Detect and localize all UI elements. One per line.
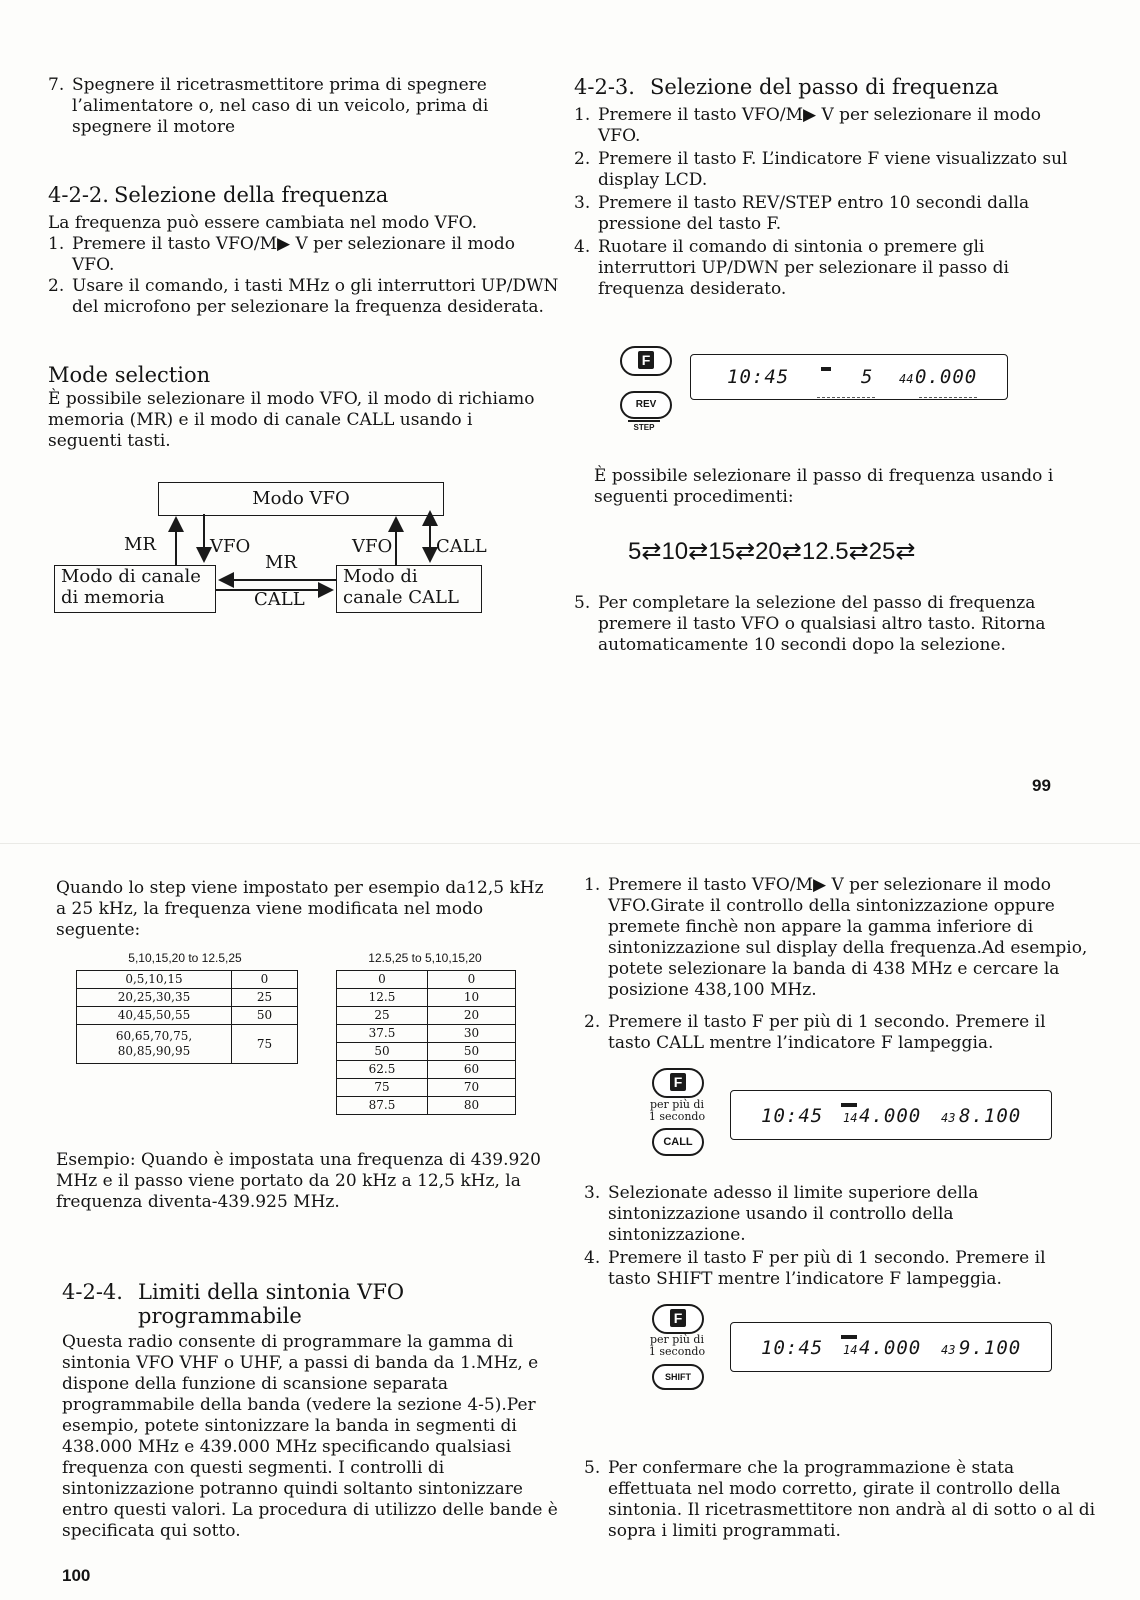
item-number: 7. — [48, 75, 65, 95]
table-cell: 0,5,10,15 — [77, 971, 232, 989]
call-key-button[interactable] — [652, 1128, 704, 1156]
table-cell: 75 — [337, 1079, 428, 1097]
hold-duration-label: per più di 1 secondo — [648, 1098, 706, 1123]
lcd-right-small: 43 — [941, 1111, 956, 1125]
section-title: Selezione del passo di frequenza — [650, 75, 999, 99]
item-number: 2. — [584, 1012, 601, 1032]
paragraph: Quando lo step viene impostato per esempio da12,5 kHz a 25 kHz, la frequenza viene modificata nel modo seguente: — [56, 878, 544, 940]
table-cell: 60 — [428, 1061, 516, 1079]
table-row — [337, 1025, 516, 1043]
list-item — [584, 875, 1088, 1001]
table-row — [77, 1025, 298, 1064]
table-row — [77, 989, 298, 1007]
list-item — [574, 237, 1058, 300]
list-item — [574, 149, 1088, 191]
table-cell: 50 — [337, 1043, 428, 1061]
table-cell: 12.5 — [337, 989, 428, 1007]
item-number: 2. — [574, 149, 591, 169]
f-key-button[interactable] — [652, 1304, 704, 1334]
table-cell: 10 — [428, 989, 516, 1007]
list-item — [584, 1183, 1078, 1246]
section-heading-4-2-4 — [62, 1280, 522, 1328]
section-number: 4-2-3. — [574, 75, 635, 99]
table-cell: 62.5 — [337, 1061, 428, 1079]
item-text: Usare il comando, i tasti MHz o gli interruttori UP/DWN del microfono per selezionare la frequenza desiderata. — [72, 276, 559, 317]
lcd-mid: 4.000 — [859, 1337, 922, 1359]
item-text: Premere il tasto VFO/M▶ V per selezionare il modo VFO.Girate il controllo della sintonizzazione oppure premete finchè non appare la gamma inferiore di sintonizzazione sul display della frequenza.Ad esempio, potete selezionare la banda di 438 MHz e cercare la posizione 438,100 MHz. — [608, 875, 1088, 1000]
lcd-time: 10:45 — [761, 1105, 824, 1127]
item-number: 5. — [574, 593, 591, 613]
table-cell: 25 — [337, 1007, 428, 1025]
item-number: 3. — [584, 1183, 601, 1203]
table-cell: 0 — [337, 971, 428, 989]
table-caption: 12.5,25 to 5,10,15,20 — [368, 951, 482, 965]
diagram-box-label: Modo di canale di memoria — [61, 566, 201, 608]
section-heading-4-2-3 — [574, 75, 999, 99]
table-cell: 0 — [232, 971, 298, 989]
lcd-freq-small: 44 — [899, 372, 914, 386]
table-row — [337, 971, 516, 989]
lcd-underline — [817, 397, 875, 398]
f-key-icon: F — [670, 1073, 686, 1091]
item-number: 4. — [584, 1248, 601, 1268]
table-row — [337, 1097, 516, 1115]
table-cell: 70 — [428, 1079, 516, 1097]
lcd-right: 8.100 — [959, 1105, 1022, 1127]
item-text: Premere il tasto VFO/M▶ V per selezionare il modo VFO. — [72, 234, 515, 275]
table-cell: 50 — [232, 1007, 298, 1025]
lcd-mid: 4.000 — [859, 1105, 922, 1127]
table-row — [337, 1043, 516, 1061]
table-cell: 50 — [428, 1043, 516, 1061]
lcd-time: 10:45 — [727, 366, 790, 388]
table-caption: 5,10,15,20 to 12.5,25 — [128, 951, 242, 965]
section-title: Limiti della sintonia VFO — [138, 1280, 405, 1304]
lcd-underline — [919, 397, 977, 398]
step-table-1 — [76, 970, 298, 1064]
lcd-display — [730, 1322, 1052, 1372]
diagram-label-call: CALL — [254, 589, 305, 610]
item-number: 1. — [584, 875, 601, 895]
table-cell: 0 — [428, 971, 516, 989]
table-cell: 30 — [428, 1025, 516, 1043]
section-title-line-2: programmabile — [138, 1304, 302, 1328]
list-item — [574, 193, 1088, 235]
f-key-button[interactable] — [620, 346, 672, 376]
item-number: 1. — [48, 234, 65, 254]
page-number: 100 — [62, 1566, 91, 1585]
lcd-right-small: 43 — [941, 1343, 956, 1357]
page-number: 99 — [1032, 776, 1051, 795]
item-text: Premere il tasto F per più di 1 secondo. Premere il tasto SHIFT mentre l’indicatore F lampeggia. — [608, 1248, 1046, 1289]
item-text: Ruotare il comando di sintonia o premere gli interruttori UP/DWN per selezionare il passo di frequenza desiderato. — [598, 237, 1009, 299]
lcd-display — [730, 1090, 1052, 1140]
list-item — [584, 1458, 1096, 1542]
f-key-button[interactable] — [652, 1068, 704, 1098]
list-item — [574, 105, 1088, 147]
paragraph: È possibile selezionare il passo di frequenza usando i seguenti procedimenti: — [594, 466, 1054, 507]
diagram-label-mr: MR — [265, 552, 297, 573]
lcd-mid-small: 14 — [843, 1343, 858, 1357]
page-divider — [0, 843, 1140, 844]
hold-duration-label: per più di 1 secondo — [648, 1333, 706, 1358]
lcd-freq: 0.000 — [915, 366, 978, 388]
table-cell: 20,25,30,35 — [77, 989, 232, 1007]
diagram-box-label: Modo VFO — [252, 488, 350, 509]
item-number: 1. — [574, 105, 591, 125]
step-label: STEP — [628, 420, 660, 434]
paragraph: Questa radio consente di programmare la gamma di sintonia VFO VHF o UHF, a passi di banda da 1.MHz, e dispone della funzione di scansione separata programmabile della banda (vedere la sezione 4-5).Per esempio, potete sintonizzare la banda in segmenti di 438.000 MHz e 439.000 MHz specificando qualsiasi frequenza con questi segmenti. I controlli di sintonizzazione potranno quindi soltanto sintonizzare entro questi valori. La procedura di utilizzo delle bande è specificata qui sotto. — [62, 1332, 558, 1541]
example-paragraph: Esempio: Quando è impostata una frequenza di 439.920 MHz e il passo viene portato da 20 kHz a 12,5 kHz, la frequenza diventa-439.925 MHz. — [56, 1150, 541, 1212]
section-number: 4-2-2. — [48, 183, 109, 207]
step-sequence: 5⇄10⇄15⇄20⇄12.5⇄25⇄ — [628, 538, 916, 565]
table-cell: 60,65,70,75, 80,85,90,95 — [77, 1025, 232, 1064]
item-text: Per confermare che la programmazione è stata effettuata nel modo corretto, girate il controllo della sintonia. Il ricetrasmettitore non andrà al di sotto o al di sopra i limiti programmati. — [608, 1458, 1096, 1541]
lcd-bar-icon — [821, 367, 831, 371]
step-table-2 — [336, 970, 516, 1115]
item-number: 5. — [584, 1458, 601, 1478]
lcd-bar-icon — [841, 1335, 857, 1339]
list-item — [584, 1012, 1088, 1054]
rev-key-button[interactable] — [620, 391, 672, 419]
lcd-mid-small: 14 — [843, 1111, 858, 1125]
rev-key-label: REV — [635, 399, 657, 410]
table-row — [77, 1007, 298, 1025]
table-cell: 37.5 — [337, 1025, 428, 1043]
diagram-label-vfo: VFO — [210, 536, 251, 557]
table-cell: 25 — [232, 989, 298, 1007]
mode-selection-heading: Mode selection — [48, 363, 211, 387]
list-item — [574, 593, 1068, 656]
table-cell: 75 — [232, 1025, 298, 1064]
item-text: Premere il tasto F. L’indicatore F viene visualizzato sul display LCD. — [598, 149, 1068, 190]
table-row — [337, 1079, 516, 1097]
item-text: Premere il tasto REV/STEP entro 10 secondi dalla pressione del tasto F. — [598, 193, 1030, 234]
item-text: Per completare la selezione del passo di frequenza premere il tasto VFO o qualsiasi altro tasto. Ritorna automaticamente 10 secondi dopo la selezione. — [598, 593, 1046, 655]
diagram-label-call: CALL — [436, 536, 487, 557]
lcd-bar-icon — [841, 1103, 857, 1107]
item-text: Selezionate adesso il limite superiore della sintonizzazione usando il controllo della sintonizzazione. — [608, 1183, 979, 1245]
call-key-label: CALL — [663, 1136, 693, 1148]
item-text: Premere il tasto VFO/M▶ V per selezionare il modo VFO. — [598, 105, 1041, 146]
f-key-icon: F — [638, 351, 654, 369]
diagram-box-label: Modo di canale CALL — [343, 566, 459, 608]
table-row — [77, 971, 298, 989]
f-key-icon: F — [670, 1309, 686, 1327]
lcd-right: 9.100 — [959, 1337, 1022, 1359]
diagram-label-vfo: VFO — [352, 536, 393, 557]
table-cell: 40,45,50,55 — [77, 1007, 232, 1025]
item-text: Premere il tasto F per più di 1 secondo. Premere il tasto CALL mentre l’indicatore F lampeggia. — [608, 1012, 1046, 1053]
section-title: Selezione della frequenza — [114, 183, 389, 207]
item-number: 4. — [574, 237, 591, 257]
shift-key-button[interactable] — [652, 1364, 704, 1390]
diagram-label-mr: MR — [124, 534, 156, 555]
item-text: Spegnere il ricetrasmettitore prima di spegnere l’alimentatore o, nel caso di un veicolo, prima di spegnere il motore — [72, 75, 489, 137]
paragraph: La frequenza può essere cambiata nel modo VFO. — [48, 213, 478, 233]
table-row — [337, 989, 516, 1007]
table-cell: 87.5 — [337, 1097, 428, 1115]
lcd-step: 5 — [861, 366, 874, 388]
lcd-display — [690, 354, 1008, 400]
table-cell: 20 — [428, 1007, 516, 1025]
item-number: 3. — [574, 193, 591, 213]
lcd-time: 10:45 — [761, 1337, 824, 1359]
section-number: 4-2-4. — [62, 1280, 123, 1304]
item-number: 2. — [48, 276, 65, 296]
shift-key-label: SHIFT — [665, 1372, 691, 1382]
list-item — [584, 1248, 1078, 1290]
table-row — [337, 1007, 516, 1025]
table-row — [337, 1061, 516, 1079]
table-cell: 80 — [428, 1097, 516, 1115]
paragraph: È possibile selezionare il modo VFO, il modo di richiamo memoria (MR) e il modo di canale CALL usando i seguenti tasti. — [48, 389, 535, 451]
